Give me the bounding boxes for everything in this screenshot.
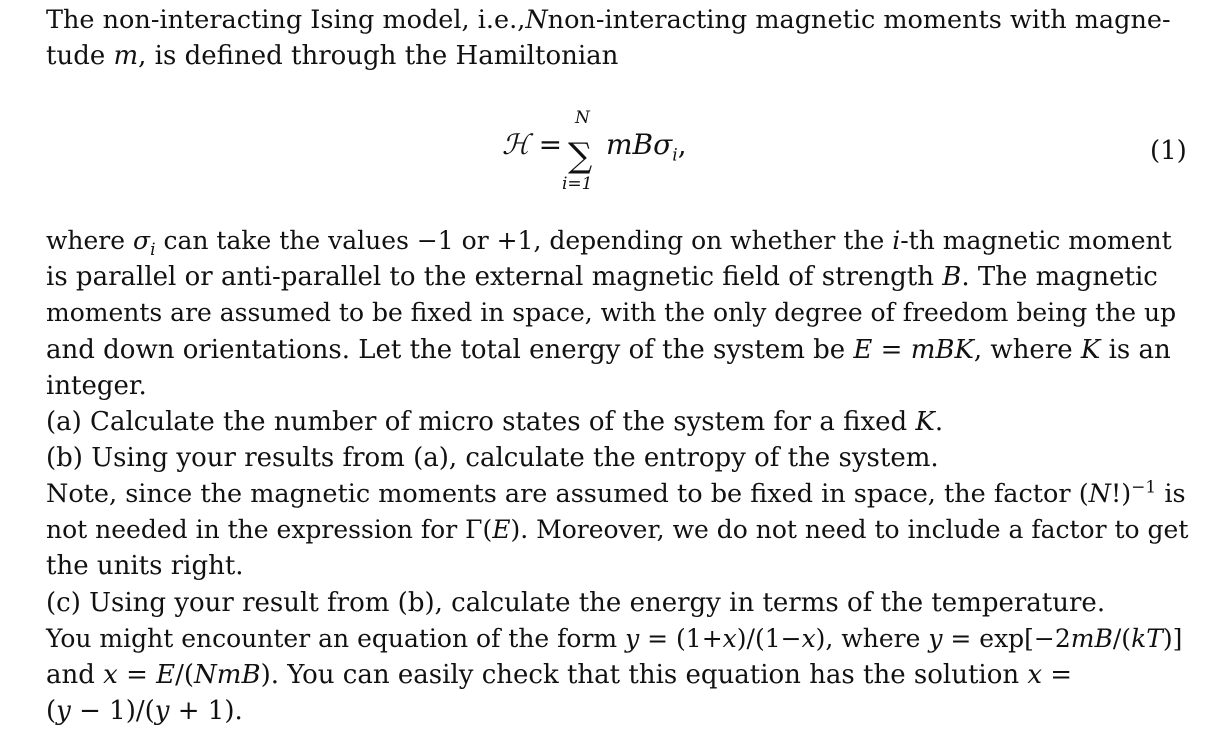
equation-summand: mBσ$_i$, bbox=[606, 128, 687, 166]
note-line-3: the units right. bbox=[46, 551, 244, 581]
sum-upper-limit: N bbox=[575, 108, 590, 128]
question-c: (c) Using your result from (b), calculate the energy in terms of the temperature. bbox=[46, 588, 1106, 618]
intro-line-1 bbox=[46, 2, 1192, 38]
note-line-2: not needed in the expression for Γ(E). Moreover, we do not need to include a factor to get bbox=[46, 515, 1189, 544]
body-line-1: where $\sigma_i$ can take the values −1 or +1, depending on whether the i-th magnetic moment bbox=[46, 226, 1172, 260]
hint-line-1: You might encounter an equation of the form y = (1+x)/(1−x), where y = exp[−2mB/(kT)] bbox=[46, 624, 1183, 653]
hint-line-3: (y − 1)/(y + 1). bbox=[46, 696, 243, 726]
body-line-4: and down orientations. Let the total energy of the system be E = mBK, where K is an bbox=[46, 335, 1171, 365]
body-line-5: integer. bbox=[46, 371, 147, 401]
body-line-3: moments are assumed to be fixed in space, with the only degree of freedom being the up bbox=[46, 298, 1177, 327]
sum-symbol: ∑ bbox=[568, 136, 593, 176]
equation-number: (1) bbox=[1150, 136, 1187, 166]
question-a: (a) Calculate the number of micro states of the system for a fixed K. bbox=[46, 407, 944, 437]
body-line-2: is parallel or anti-parallel to the external magnetic field of strength B. The magnetic bbox=[46, 262, 1158, 292]
intro-line-2: tude m, is defined through the Hamiltonian bbox=[46, 41, 619, 71]
intro-text: The non-interacting Ising model, i.e.,Nnon-interacting magnetic moments with magne- bbox=[46, 5, 1171, 35]
note-line-1: Note, since the magnetic moments are assumed to be fixed in space, the factor $(N!)^{-1}$ is bbox=[46, 477, 1186, 509]
hint-line-2: and x = E/(NmB). You can easily check that this equation has the solution x = bbox=[46, 660, 1073, 690]
equation-lhs: ℋ = bbox=[502, 128, 563, 161]
hamiltonian-equation bbox=[0, 108, 1228, 198]
sum-lower-limit: i=1 bbox=[562, 174, 593, 194]
question-b: (b) Using your results from (a), calculate the entropy of the system. bbox=[46, 443, 939, 473]
